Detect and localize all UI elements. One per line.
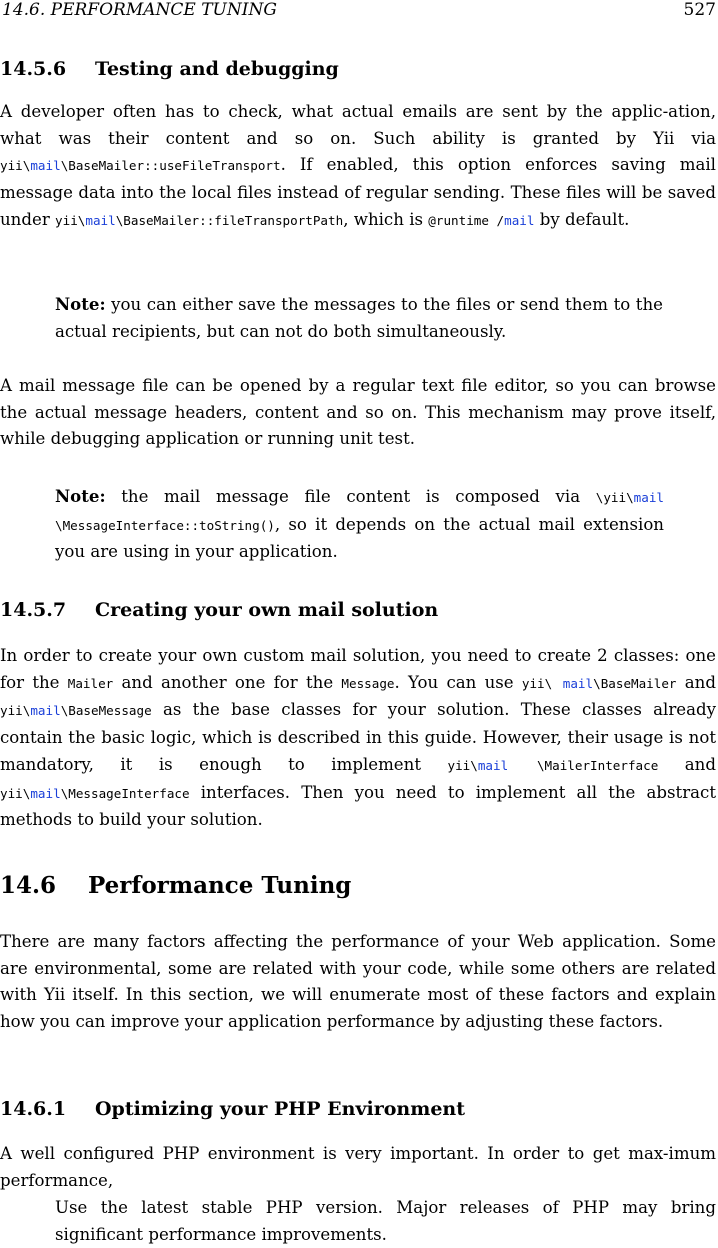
section-heading-14-5-7: 14.5.7 Creating your own mail solution — [0, 599, 439, 621]
code-tostring: \yii\mail \MessageInterface::toString() — [55, 490, 664, 533]
running-header — [2, 0, 716, 22]
code-filetransportpath: yii\mail\BaseMailer::fileTransportPath — [55, 212, 344, 228]
note-file-transport: Note: you can either save the messages to the files or send them to the actual recipients, but can not do both simultaneously. — [55, 294, 663, 341]
section-heading-14-5-6: 14.5.6 Testing and debugging — [0, 58, 339, 80]
code-runtime-mail: @runtime /mail — [428, 212, 535, 228]
list-item-latest-php: Use the latest stable PHP version. Major releases of PHP may bring significant performance improvements. — [55, 1198, 716, 1244]
note-tostring: Note: the mail message file content is composed via \yii\mail \MessageInterface::toString(), so it depends on the actual mail extension you are using in your application. — [55, 486, 664, 562]
section-heading-14-6-1: 14.6.1 Optimizing your PHP Environment — [0, 1098, 465, 1120]
paragraph-custom-mail: In order to create your own custom mail solution, you need to create 2 classes: one for the Mailer and another one for the Message. You can use yii\ mail\BaseMailer and yii\mail\BaseMessage as the base classes for your solution. These classes already contain the basic logic, which is described in this guide. However, their usage is not mandatory, it is enough to implement yii\mail \MailerInterface and yii\mail\MessageInterface interfaces. Then you need to implement all the abstract methods to build your solution. — [0, 646, 716, 830]
paragraph-php-environment: A well configured PHP environment is very important. In order to get max-imum performance, — [0, 1144, 716, 1190]
code-basemessage: yii\mail\BaseMessage — [0, 703, 152, 719]
page-number: 527 — [683, 0, 716, 20]
code-messageinterface: yii\mail\MessageInterface — [0, 785, 190, 801]
paragraph-testing-debugging: A developer often has to check, what actual emails are sent by the applic-ation, what was their content and so on. Such ability is granted by Yii via yii\mail\BaseMailer::useFileTransport. If enabled, this option enforces saving mail message data into the local files instead of regular sending. These files will be saved under yii\mail\BaseMailer::fileTransportPath, which is @runtime /mail by default. — [0, 102, 716, 229]
paragraph-performance-intro: There are many factors affecting the performance of your Web application. Some are environmental, some are related with your code, while some others are related with Yii itself. In this section, we will enumerate most of these factors and explain how you can improve your application performance by adjusting these factors. — [0, 932, 716, 1032]
code-basemailer: yii\ mail\BaseMailer — [521, 675, 677, 691]
running-header-title: 14.6. PERFORMANCE TUNING — [2, 0, 277, 20]
code-mailerinterface: yii\mail \MailerInterface — [447, 757, 659, 773]
paragraph-mail-message-file: A mail message file can be opened by a regular text file editor, so you can browse the actual message headers, content and so on. This mechanism may prove itself, while debugging application or running unit test. — [0, 376, 716, 449]
code-usefiletransport: yii\mail\BaseMailer::useFileTransport — [0, 158, 281, 174]
section-heading-14-6: 14.6 Performance Tuning — [0, 872, 352, 899]
